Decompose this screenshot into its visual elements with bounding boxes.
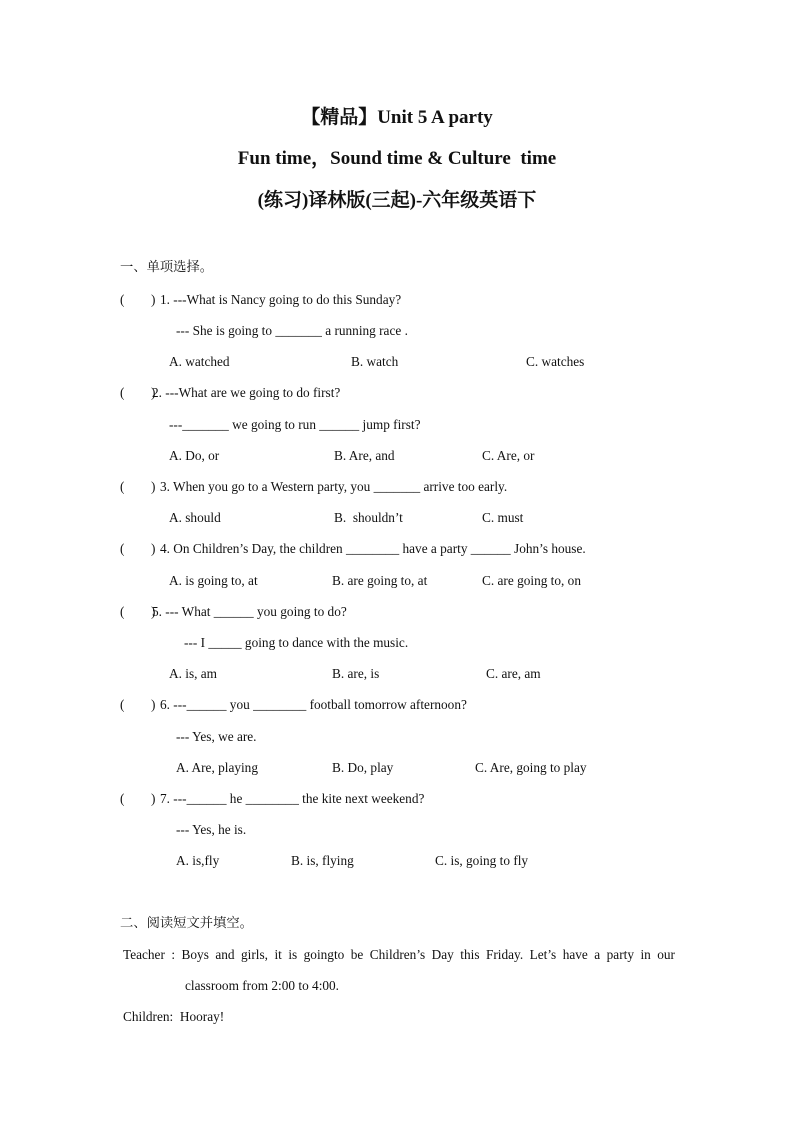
q1-line2: --- She is going to _______ a running race . bbox=[176, 323, 408, 338]
q5-answer-blank: ( ) bbox=[120, 604, 156, 619]
q5-line2: --- I _____ going to dance with the music. bbox=[184, 635, 409, 650]
q7-option-b: B. is, flying bbox=[291, 853, 354, 868]
section-1-heading: 一、单项选择。 bbox=[120, 260, 214, 275]
q1-answer-blank: ( ) bbox=[120, 292, 156, 307]
q2-stem: 2. ---What are we going to do first? bbox=[152, 385, 341, 400]
q6-option-c: C. Are, going to play bbox=[475, 760, 587, 775]
title-line-3: (练习)译林版(三起)-六年级英语下 bbox=[257, 190, 537, 211]
q2-line2: ---_______ we going to run ______ jump first? bbox=[169, 417, 421, 432]
q1-option-c: C. watches bbox=[526, 354, 585, 369]
teacher-line-1: Teacher : Boys and girls, it is goingto be Children’s Day this Friday. Let’s have a party in our bbox=[123, 947, 675, 962]
q5-option-a: A. is, am bbox=[169, 666, 218, 681]
q5-stem: 5. --- What ______ you going to do? bbox=[152, 604, 347, 619]
section-2-heading: 二、阅读短文并填空。 bbox=[120, 916, 253, 931]
q3-option-a: A. should bbox=[169, 510, 221, 525]
q7-line2: --- Yes, he is. bbox=[176, 822, 247, 837]
q7-stem: 7. ---______ he ________ the kite next weekend? bbox=[160, 791, 425, 806]
q1-option-b: B. watch bbox=[351, 354, 399, 369]
q1-option-a: A. watched bbox=[169, 354, 230, 369]
q3-answer-blank: ( ) bbox=[120, 479, 156, 494]
q4-answer-blank: ( ) bbox=[120, 541, 156, 556]
q2-option-c: C. Are, or bbox=[482, 448, 535, 463]
q3-option-b: B. shouldn’t bbox=[334, 510, 403, 525]
teacher-line-2: classroom from 2:00 to 4:00. bbox=[185, 978, 340, 993]
q6-line2: --- Yes, we are. bbox=[176, 729, 257, 744]
q3-stem: 3. When you go to a Western party, you _______ arrive too early. bbox=[160, 479, 508, 494]
q4-stem: 4. On Children’s Day, the children ________ have a party ______ John’s house. bbox=[160, 541, 586, 556]
q4-option-a: A. is going to, at bbox=[169, 573, 258, 588]
q2-option-a: A. Do, or bbox=[169, 448, 220, 463]
children-line: Children: Hooray! bbox=[123, 1009, 225, 1024]
q7-answer-blank: ( ) bbox=[120, 791, 156, 806]
q5-option-b: B. are, is bbox=[332, 666, 380, 681]
q2-option-b: B. Are, and bbox=[334, 448, 395, 463]
q6-option-b: B. Do, play bbox=[332, 760, 394, 775]
q6-stem: 6. ---______ you ________ football tomorrow afternoon? bbox=[160, 697, 467, 712]
q4-option-b: B. are going to, at bbox=[332, 573, 428, 588]
q1-stem: 1. ---What is Nancy going to do this Sunday? bbox=[160, 292, 402, 307]
q3-option-c: C. must bbox=[482, 510, 524, 525]
q2-answer-blank: ( ) bbox=[120, 385, 156, 400]
title-line-2: Fun time，Sound time & Culture time bbox=[237, 148, 557, 169]
q6-answer-blank: ( ) bbox=[120, 697, 156, 712]
title-line-1: 【精品】Unit 5 A party bbox=[301, 107, 493, 128]
q4-option-c: C. are going to, on bbox=[482, 573, 581, 588]
q7-option-c: C. is, going to fly bbox=[435, 853, 529, 868]
q7-option-a: A. is,fly bbox=[176, 853, 220, 868]
q5-option-c: C. are, am bbox=[486, 666, 541, 681]
q6-option-a: A. Are, playing bbox=[176, 760, 258, 775]
